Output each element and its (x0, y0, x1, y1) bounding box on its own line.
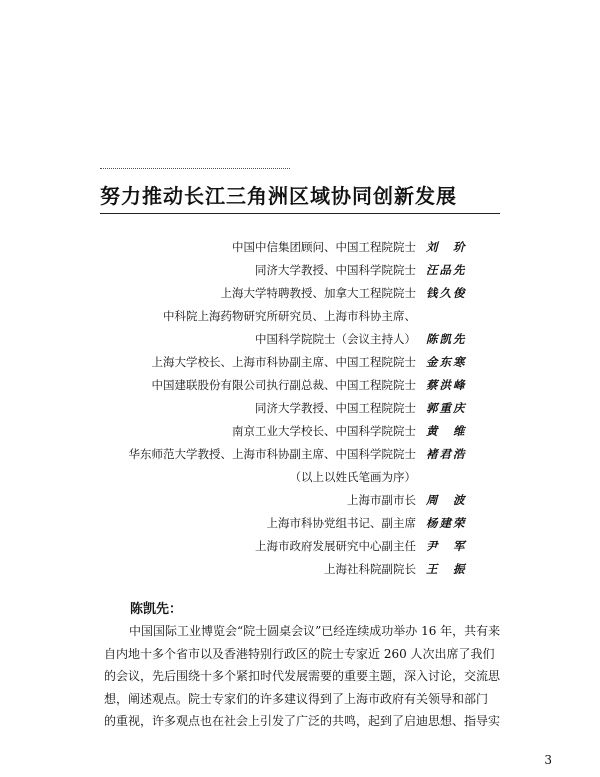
participant-affiliation: 中国中信集团顾问、中国工程院院士 (232, 240, 416, 254)
participant-row (60, 489, 480, 512)
participant-affiliation: 同济大学教授、中国工程院院士 (255, 401, 416, 415)
participant-row (60, 397, 480, 420)
participant-affiliation: 华东师范大学教授、上海市科协副主席、中国科学院院士 (128, 447, 416, 461)
body-paragraph (104, 620, 500, 733)
participant-row (60, 558, 480, 581)
participant-row (60, 512, 480, 535)
participant-affiliation: 南京工业大学校长、中国科学院院士 (232, 424, 416, 438)
participant-name: 钱久俊 (426, 286, 467, 300)
body-line: 自内地十多个省市以及香港特别行政区的院士专家近 260 人次出席了我们 (104, 646, 495, 661)
speaker-label: 陈凯先： (130, 602, 183, 617)
participant-row (60, 351, 480, 374)
participant-name: 刘 玠 (426, 240, 467, 254)
decorative-dotted-rule (100, 168, 290, 169)
participant-affiliation: 上海市科协党组书记、副主席 (266, 516, 416, 530)
participant-name: 周 波 (426, 493, 467, 507)
participant-affiliation: 中国建联股份有限公司执行副总裁、中国工程院院士 (151, 378, 416, 392)
article-title: 努力推动长江三角洲区域协同创新发展 (100, 184, 457, 208)
participant-row (60, 374, 480, 397)
participant-name: 褚君浩 (426, 447, 467, 461)
participant-name: 尹 军 (426, 539, 467, 553)
participant-row (60, 236, 480, 259)
participant-affiliation: 中国科学院院士（会议主持人） (255, 332, 416, 346)
participant-row (60, 420, 480, 443)
participant-affiliation: 中科院上海药物研究所研究员、上海市科协主席、 (163, 309, 416, 323)
participant-name: 黄 维 (426, 424, 467, 438)
participant-name: 金东寒 (426, 355, 467, 369)
participant-affiliation: 上海市副市长 (347, 493, 416, 507)
participant-affiliation: 上海市政府发展研究中心副主任 (255, 539, 416, 553)
participant-affiliation: 上海社科院副院长 (324, 562, 416, 576)
participant-row (60, 259, 480, 282)
participant-row (60, 305, 480, 328)
participant-list (60, 236, 480, 581)
participant-affiliation: 同济大学教授、中国科学院院士 (255, 263, 416, 277)
participant-name: 蔡洪峰 (426, 378, 467, 392)
ordering-note: （以上以姓氏笔画为序） (289, 470, 416, 484)
participant-row (60, 282, 480, 305)
participant-name: 王 振 (426, 562, 467, 576)
participant-affiliation: 上海大学校长、上海市科协副主席、中国工程院院士 (151, 355, 416, 369)
participant-name: 杨建荣 (426, 516, 467, 530)
participant-name: 陈凯先 (426, 332, 467, 346)
participant-row (60, 466, 480, 489)
body-line: 的会议，先后围绕十多个紧扣时代发展需要的重要主题，深入讨论，交流思 (104, 669, 501, 683)
body-line: 想，阐述观点。院士专家们的许多建议得到了上海市政府有关领导和部门 (104, 691, 489, 706)
participant-name: 汪品先 (426, 263, 467, 277)
participant-row (60, 535, 480, 558)
participant-row (60, 443, 480, 466)
participant-name: 郭重庆 (426, 401, 467, 415)
participant-affiliation: 上海大学特聘教授、加拿大工程院院士 (220, 286, 416, 300)
participant-row (60, 328, 480, 351)
title-underline (100, 213, 500, 214)
body-line: 中国国际工业博览会“院士圆桌会议”已经连续成功举办 16 年，共有来 (129, 624, 501, 638)
page-number: 3 (544, 753, 552, 767)
body-line: 的重视，许多观点也在社会上引发了广泛的共鸣，起到了启迪思想、指导实 (104, 714, 501, 728)
